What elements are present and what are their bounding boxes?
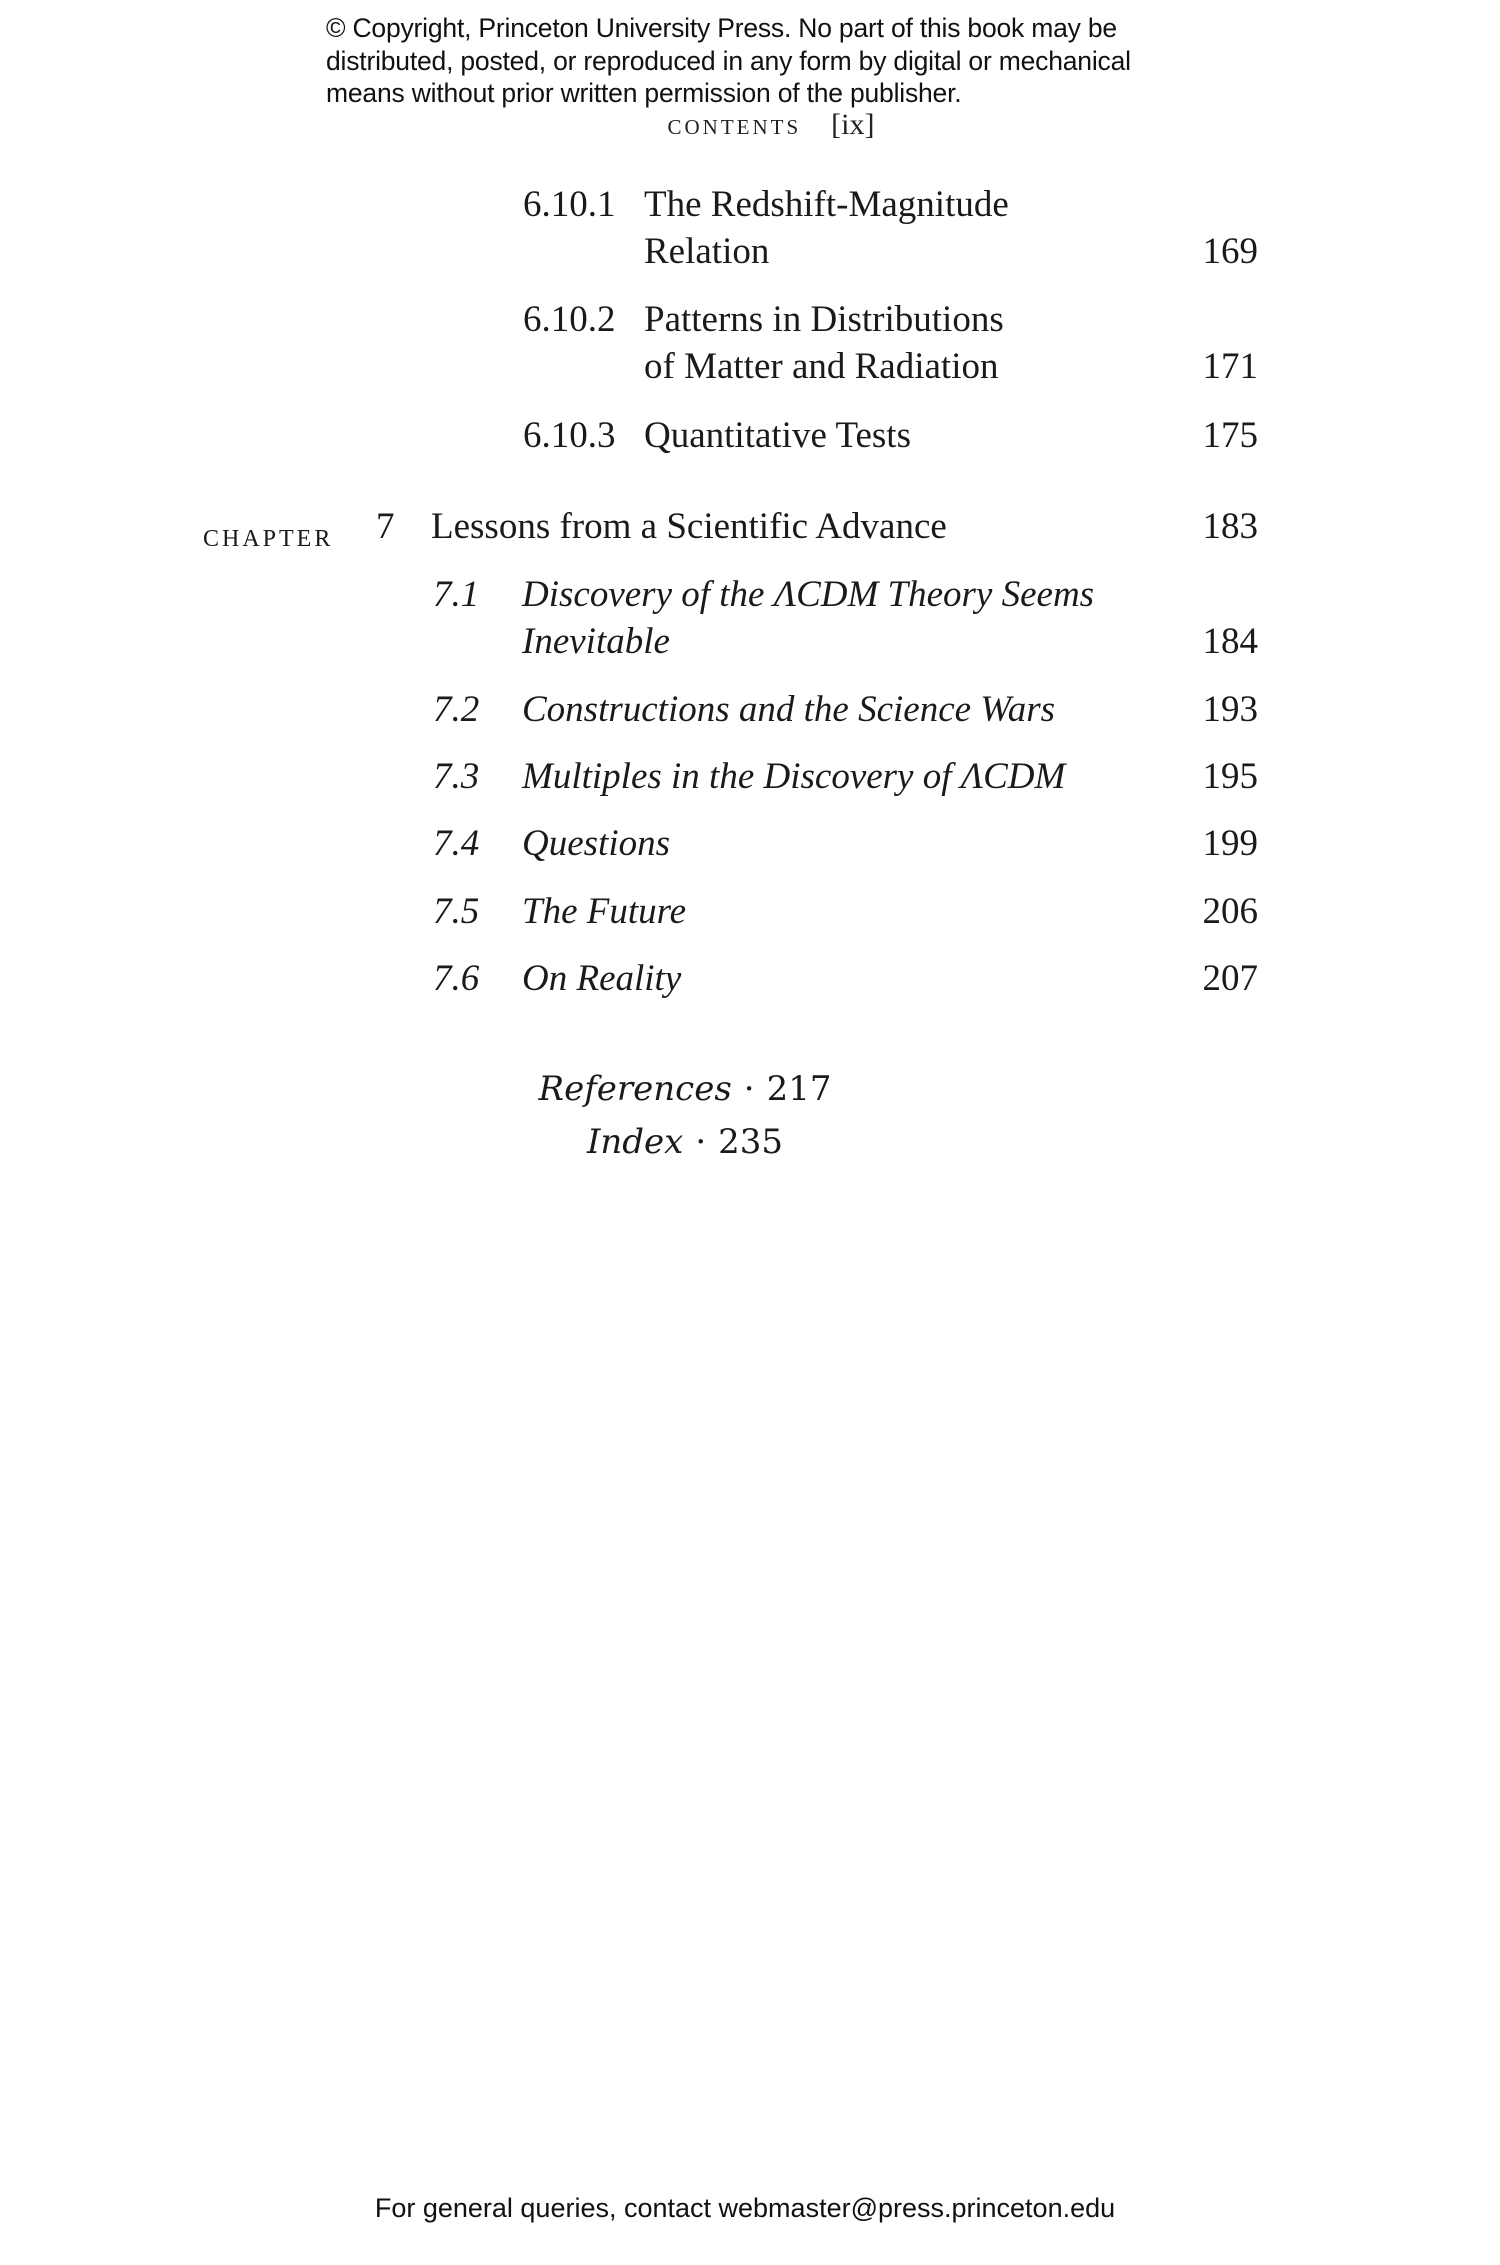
toc-entry-page: 199 bbox=[1202, 823, 1258, 864]
toc-entry-6-10-2[interactable] bbox=[0, 297, 1500, 397]
separator-dot: · bbox=[695, 1122, 707, 1162]
references-page: 217 bbox=[766, 1069, 832, 1109]
toc-entry-7-4[interactable] bbox=[0, 821, 1500, 871]
chapter-label: CHAPTER bbox=[203, 526, 334, 552]
toc-entry-page: 169 bbox=[1202, 231, 1258, 272]
toc-entry-6-10-1[interactable] bbox=[0, 182, 1500, 282]
footer-contact: For general queries, contact webmaster@press.princeton.edu bbox=[374, 2193, 1116, 2223]
toc-entry-number: 7.3 bbox=[433, 756, 480, 797]
page-number: [ix] bbox=[831, 108, 875, 141]
toc-entry-title-cont: of Matter and Radiation bbox=[644, 346, 999, 387]
references-title: References bbox=[538, 1069, 732, 1109]
toc-entry-title: Constructions and the Science Wars bbox=[522, 689, 1056, 730]
toc-entry-title: Multiples in the Discovery of ΛCDM bbox=[522, 756, 1066, 797]
chapter-number: 7 bbox=[376, 506, 395, 547]
chapter-title: Lessons from a Scientific Advance bbox=[431, 506, 947, 547]
toc-entry-title: Discovery of the ΛCDM Theory Seems bbox=[522, 574, 1095, 615]
toc-entry-page: 184 bbox=[1202, 621, 1258, 662]
copyright-notice bbox=[326, 12, 1226, 110]
toc-chapter-7[interactable] bbox=[0, 504, 1500, 554]
toc-entry-7-1[interactable] bbox=[0, 572, 1500, 672]
toc-entry-title: On Reality bbox=[522, 958, 682, 999]
toc-entry-6-10-3[interactable] bbox=[0, 413, 1500, 463]
toc-entry-page: 195 bbox=[1202, 756, 1258, 797]
toc-entry-number: 6.10.2 bbox=[523, 299, 616, 340]
toc-entry-number: 7.2 bbox=[433, 689, 480, 730]
toc-entry-7-6[interactable] bbox=[0, 956, 1500, 1006]
toc-entry-title: Questions bbox=[522, 823, 670, 864]
toc-entry-7-3[interactable] bbox=[0, 754, 1500, 804]
toc-entry-page: 206 bbox=[1202, 891, 1258, 932]
copyright-line: © Copyright, Princeton University Press. No part of this book may be bbox=[326, 13, 1117, 43]
toc-entry-number: 7.4 bbox=[433, 823, 480, 864]
toc-entry-number: 7.6 bbox=[433, 958, 480, 999]
toc-entry-title-cont: Relation bbox=[644, 231, 770, 272]
toc-entry-number: 7.1 bbox=[433, 574, 480, 615]
toc-index[interactable] bbox=[0, 1122, 1500, 1162]
toc-entry-number: 6.10.1 bbox=[523, 184, 616, 225]
index-page: 235 bbox=[718, 1122, 784, 1162]
toc-entry-title: The Future bbox=[522, 891, 687, 932]
copyright-line: means without prior written permission of the publisher. bbox=[326, 78, 962, 108]
toc-entry-number: 7.5 bbox=[433, 891, 480, 932]
toc-entry-title: Quantitative Tests bbox=[644, 415, 911, 456]
toc-entry-7-5[interactable] bbox=[0, 889, 1500, 939]
chapter-page: 183 bbox=[1202, 506, 1258, 547]
toc-references[interactable] bbox=[0, 1069, 1500, 1109]
index-title: Index bbox=[586, 1122, 684, 1162]
toc-entry-page: 175 bbox=[1202, 415, 1258, 456]
toc-entry-7-2[interactable] bbox=[0, 687, 1500, 737]
toc-entry-number: 6.10.3 bbox=[523, 415, 616, 456]
toc-entry-title-cont: Inevitable bbox=[522, 621, 670, 662]
copyright-line: distributed, posted, or reproduced in any form by digital or mechanical bbox=[326, 45, 1131, 76]
toc-entry-page: 171 bbox=[1202, 346, 1258, 387]
toc-entry-title: The Redshift-Magnitude bbox=[644, 184, 1009, 225]
running-head bbox=[0, 108, 1500, 142]
toc-entry-page: 207 bbox=[1202, 958, 1258, 999]
toc-entry-title: Patterns in Distributions bbox=[644, 299, 1004, 340]
toc-entry-page: 193 bbox=[1202, 689, 1258, 730]
separator-dot: · bbox=[743, 1069, 755, 1109]
running-head-label: CONTENTS bbox=[667, 115, 802, 139]
